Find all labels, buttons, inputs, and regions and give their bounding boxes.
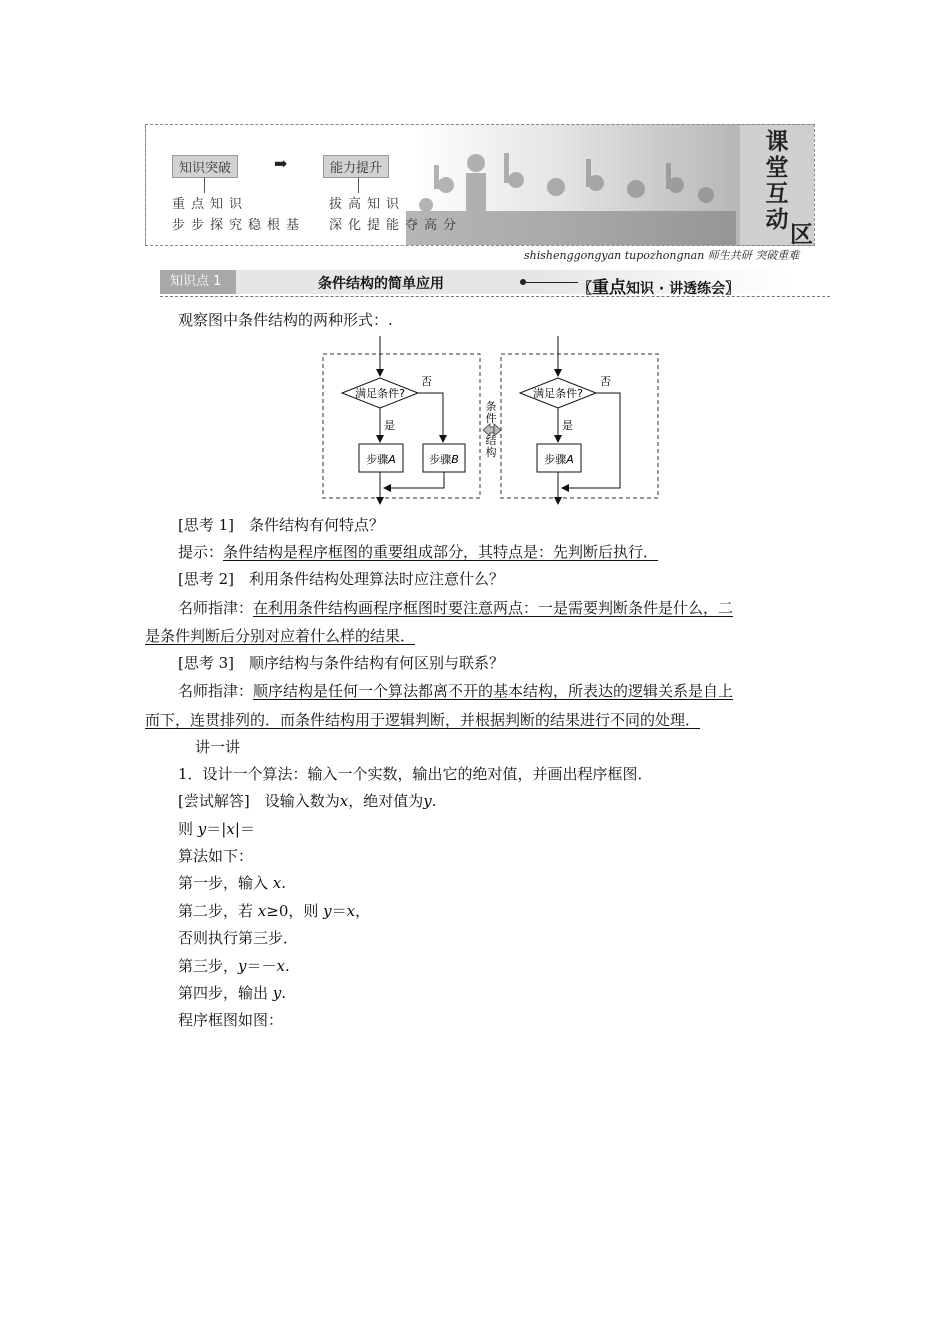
condition-label: 满足条件? (355, 387, 405, 400)
section-title: 条件结构的简单应用 (318, 276, 444, 292)
svg-text:否: 否 (600, 375, 611, 388)
section-divider (160, 296, 830, 297)
svg-text:构: 构 (485, 446, 497, 459)
banner-text: 重点知识 (172, 197, 249, 212)
step-3: 第三步，y＝－x. (178, 957, 290, 975)
think-3-question: [思考 3] 顺序结构与条件结构有何区别与联系？ (178, 654, 505, 672)
svg-text:步骤A: 步骤A (544, 453, 574, 466)
section-tag: 知识点 1 (160, 270, 236, 294)
think-3-answer-cont: 而下，连贯排列的．而条件结构用于逻辑判断，并根据判断的结果进行不同的处理． (145, 711, 701, 729)
svg-text:步骤A: 步骤A (366, 453, 396, 466)
diagram-label: 程序框图如图： (178, 1011, 284, 1029)
connector-line (358, 177, 359, 193)
banner-subtitle: shishenggongyan tupozhongnan 师生共研 突破重难 (524, 249, 800, 262)
classroom-interaction-badge: 课 堂 互 动 (740, 125, 814, 246)
problem-text: 1．设计一个算法：输入一个实数，输出它的绝对值，并画出程序框图． (178, 765, 653, 783)
think-2-answer-cont: 是条件判断后分别对应着什么样的结果． (145, 627, 416, 645)
right-frame (501, 354, 658, 498)
think-3-answer: 名师指津：顺序结构是任何一个算法都离不开的基本结构，所表达的逻辑关系是自上 (178, 682, 734, 700)
think-2-question: [思考 2] 利用条件结构处理算法时应注意什么？ (178, 570, 505, 588)
then-line: 则 y＝|x|＝ (178, 820, 255, 838)
section-header (160, 270, 790, 298)
think-2-answer: 名师指津：在利用条件结构画程序框图时要注意两点：一是需要判断条件是什么，二 (178, 599, 734, 617)
section-badge: 〖重点知识 · 讲透练会〗 (578, 278, 740, 298)
step-1: 第一步，输入 x. (178, 874, 287, 892)
step-2-else: 否则执行第三步． (178, 929, 299, 947)
lecture-heading: 讲一讲 (195, 738, 241, 756)
step-2: 第二步，若 x≥0，则 y＝x， (178, 902, 371, 920)
condition-structure-diagram (318, 336, 663, 506)
badge-char: 区 (790, 222, 813, 248)
algorithm-heading: 算法如下： (178, 847, 254, 865)
attempt-line: [尝试解答] 设输入数为x，绝对值为y. (178, 792, 437, 810)
ability-improvement-label: 能力提升 (323, 155, 389, 178)
svg-text:满足条件?: 满足条件? (533, 387, 583, 400)
svg-text:是: 是 (562, 419, 573, 432)
svg-text:条: 条 (485, 400, 497, 413)
yes-label: 是 (384, 419, 395, 432)
think-1-answer: 提示：条件结构是程序框图的重要组成部分，其特点是：先判断后执行． (178, 543, 659, 561)
right-arrow-icon: ➡ (274, 154, 288, 173)
knowledge-breakthrough-label: 知识突破 (172, 155, 238, 178)
svg-text:步骤B: 步骤B (429, 453, 459, 466)
banner-text: 步步探究稳根基 (172, 218, 306, 233)
intro-text: 观察图中条件结构的两种形式：. (178, 311, 393, 329)
svg-text:件: 件 (485, 412, 497, 425)
no-label: 否 (421, 375, 432, 388)
left-frame (323, 354, 480, 498)
banner-text: 深化提能夺高分 (329, 218, 463, 233)
connector-line (204, 177, 205, 193)
banner-text: 拔高知识 (329, 197, 406, 212)
svg-text:结: 结 (485, 434, 497, 447)
step-4: 第四步，输出 y. (178, 984, 287, 1002)
divider (526, 282, 578, 283)
think-1-question: [思考 1] 条件结构有何特点？ (178, 516, 385, 534)
header-banner (145, 124, 815, 246)
